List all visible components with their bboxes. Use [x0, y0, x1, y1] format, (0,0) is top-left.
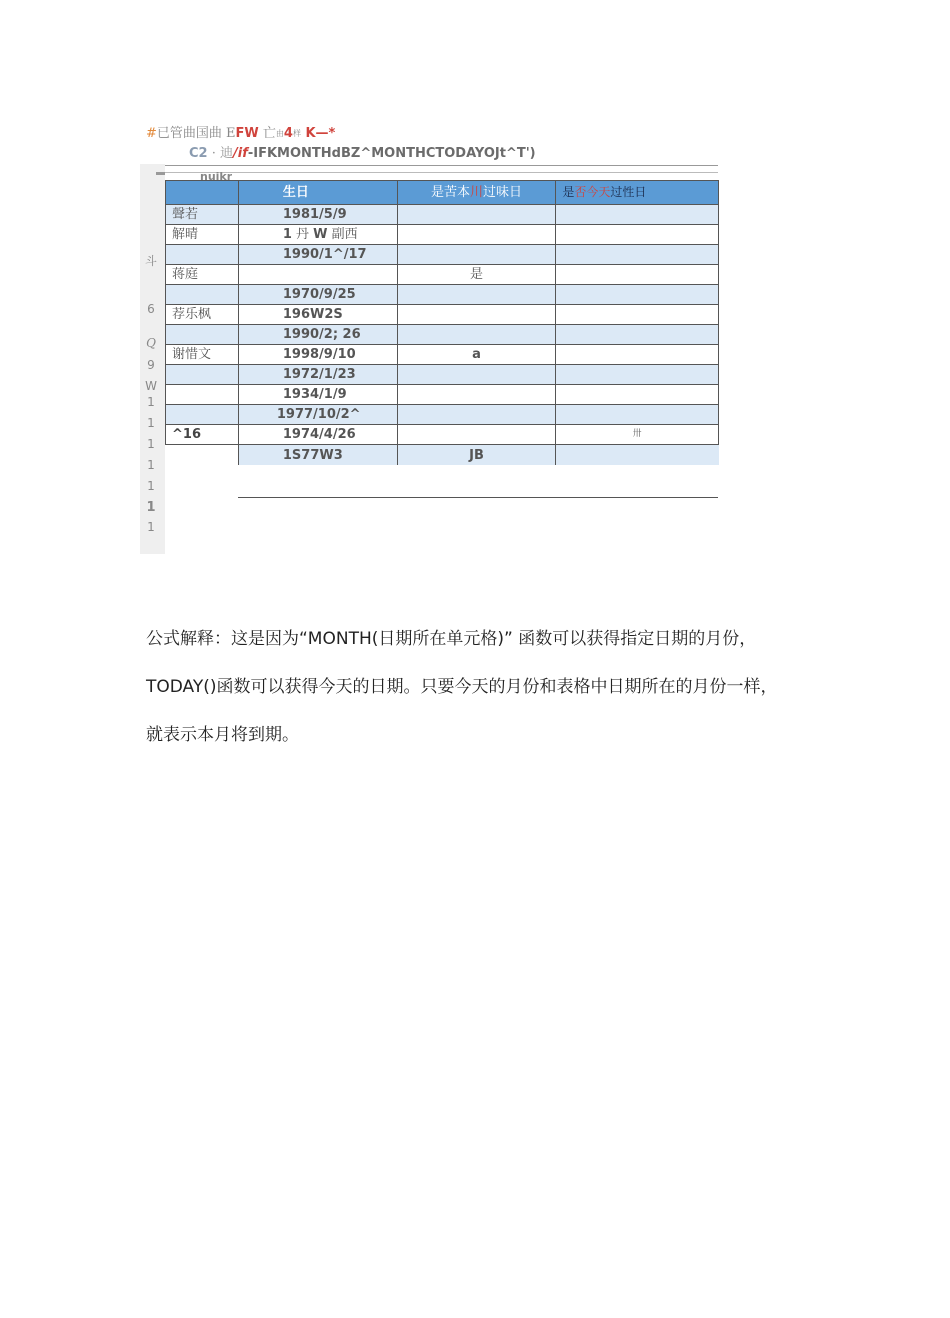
row-number[interactable]: 6 [147, 302, 155, 316]
sheet-top-border [165, 165, 718, 166]
cell-date[interactable] [238, 225, 397, 245]
header-cell-birthday[interactable] [238, 181, 397, 205]
select-all-corner[interactable] [156, 172, 165, 175]
table-row [166, 445, 719, 465]
table-header-row [166, 181, 719, 205]
cell-name[interactable]: 荐乐枫 [166, 305, 239, 325]
cell-date[interactable]: 1970/9/25 [238, 285, 397, 305]
formula-separator: · 迪 [207, 146, 233, 161]
cell-note[interactable] [556, 285, 719, 305]
cell-name[interactable] [166, 285, 239, 305]
cell-note[interactable] [556, 245, 719, 265]
cell-date[interactable]: 1972/1/23 [238, 365, 397, 385]
cell-flag[interactable] [397, 225, 556, 245]
table-row [166, 205, 719, 225]
ribbon-k: K—* [300, 126, 336, 141]
cell-flag[interactable] [397, 285, 556, 305]
data-table [165, 180, 719, 465]
cell-name[interactable] [166, 405, 239, 425]
cell-name[interactable]: ^16 [166, 425, 239, 445]
cell-flag[interactable] [397, 245, 556, 265]
cell-note[interactable] [556, 305, 719, 325]
cell-flag[interactable] [397, 425, 556, 445]
header-passed-b: 川 [470, 185, 484, 200]
cell-flag[interactable] [397, 385, 556, 405]
cell-date-part: W [313, 227, 328, 242]
cell-flag[interactable] [397, 325, 556, 345]
header-today-a: 是 [562, 185, 575, 199]
header-cell-passed[interactable] [397, 181, 556, 205]
cell-note[interactable] [556, 205, 719, 225]
explanation-line-2: TODAY()函数可以获得今天的日期。只要今天的月份和表格中日期所在的月份一样， [146, 677, 778, 697]
cell-name[interactable] [166, 325, 239, 345]
cell-note[interactable]: 卅 [556, 425, 719, 445]
row-number[interactable]: 1 [147, 395, 155, 409]
formula-bar[interactable] [189, 142, 536, 161]
cell-date[interactable]: 1990/2; 26 [238, 325, 397, 345]
cell-date-part: 副西 [327, 227, 358, 242]
cell-note[interactable] [556, 265, 719, 285]
cell-name[interactable]: 聲若 [166, 205, 239, 225]
cell-date[interactable]: 1998/9/10 [238, 345, 397, 365]
ribbon-text-1: 已管曲国曲 E [156, 126, 236, 141]
table-row [166, 365, 719, 385]
cell-flag[interactable] [397, 305, 556, 325]
table-row [166, 285, 719, 305]
cell-flag[interactable] [397, 365, 556, 385]
sheet-top-border-inner [165, 172, 718, 173]
table-row [166, 305, 719, 325]
ribbon-four: 4 [283, 126, 293, 141]
cell-note[interactable] [556, 345, 719, 365]
table-row [166, 425, 719, 445]
row-number[interactable]: 9 [147, 358, 155, 372]
row-number[interactable]: 1 [147, 437, 155, 451]
cell-date[interactable]: 1974/4/26 [238, 425, 397, 445]
cell-note[interactable] [556, 365, 719, 385]
header-today-c: 过性日 [610, 185, 647, 199]
cell-flag[interactable]: JB [397, 445, 556, 465]
row-number[interactable]: W [145, 379, 157, 393]
cell-date-part: 丹 [291, 227, 314, 242]
cell-name[interactable] [166, 245, 239, 265]
sheet-bottom-border [238, 497, 718, 498]
table-row [166, 325, 719, 345]
cell-reference[interactable]: C2 [189, 146, 208, 161]
cell-flag[interactable]: 是 [397, 265, 556, 285]
cell-note[interactable] [556, 225, 719, 245]
cell-date[interactable]: 1934/1/9 [238, 385, 397, 405]
table-row [166, 245, 719, 265]
cell-note[interactable] [556, 385, 719, 405]
header-passed-a: 是苦本 [431, 185, 471, 200]
cell-date[interactable] [238, 265, 397, 285]
formula-text[interactable]: -IFKMONTHdBZ^MONTHCTODAYOJt^T') [247, 146, 536, 161]
cell-flag[interactable]: a [397, 345, 556, 365]
ribbon-text-2: 亡 [258, 126, 276, 141]
row-number[interactable]: Q [146, 336, 156, 350]
cell-name[interactable] [166, 445, 239, 465]
cell-name[interactable]: 谢惜文 [166, 345, 239, 365]
table-row [166, 385, 719, 405]
row-number[interactable]: 斗 [144, 254, 157, 268]
cell-name[interactable]: 解晴 [166, 225, 239, 245]
cell-note[interactable] [556, 405, 719, 425]
ribbon-tiny-2: 样 [292, 129, 301, 138]
cell-date[interactable]: 1990/1^/17 [238, 245, 397, 265]
cell-date[interactable]: 1977/10/2^ [238, 405, 397, 425]
cell-date-part: 1 [282, 227, 292, 242]
cell-name[interactable]: 蒋庭 [166, 265, 239, 285]
row-number[interactable]: 1 [147, 458, 155, 472]
explanation-line-3: 就表示本月将到期。 [146, 725, 299, 745]
fx-icon[interactable]: /if [233, 146, 248, 161]
ribbon-text [146, 122, 335, 141]
ribbon-tiny-1: 由 [275, 129, 284, 138]
cell-date[interactable]: 196W2S [238, 305, 397, 325]
cell-date[interactable]: 1981/5/9 [238, 205, 397, 225]
cell-name[interactable] [166, 385, 239, 405]
header-passed-c: 过味日 [483, 185, 523, 200]
row-number[interactable]: 1 [147, 479, 155, 493]
hidden-header-text: nuikr [200, 170, 233, 180]
ribbon-hash: # [146, 126, 157, 141]
ribbon-fw: FW [235, 126, 259, 141]
header-cell-today[interactable] [556, 181, 719, 205]
row-number[interactable]: 1 [147, 520, 155, 534]
table-row [166, 225, 719, 245]
cell-flag[interactable] [397, 405, 556, 425]
cell-note[interactable] [556, 325, 719, 345]
cell-flag[interactable] [397, 205, 556, 225]
row-number[interactable]: 1 [147, 416, 155, 430]
cell-name[interactable] [166, 365, 239, 385]
header-cell-name[interactable] [166, 181, 239, 205]
table-row [166, 345, 719, 365]
cell-date[interactable]: 1S77W3 [238, 445, 397, 465]
row-number[interactable]: 1 [146, 500, 156, 515]
table-row [166, 265, 719, 285]
header-birthday-label: 生日 [282, 185, 309, 200]
explanation-line-1: 公式解释：这是因为“MONTH(日期所在单元格)” 函数可以获得指定日期的月份， [146, 629, 757, 649]
header-today-b: 否今天 [574, 185, 611, 199]
table-row [166, 405, 719, 425]
cell-note[interactable] [556, 445, 719, 465]
